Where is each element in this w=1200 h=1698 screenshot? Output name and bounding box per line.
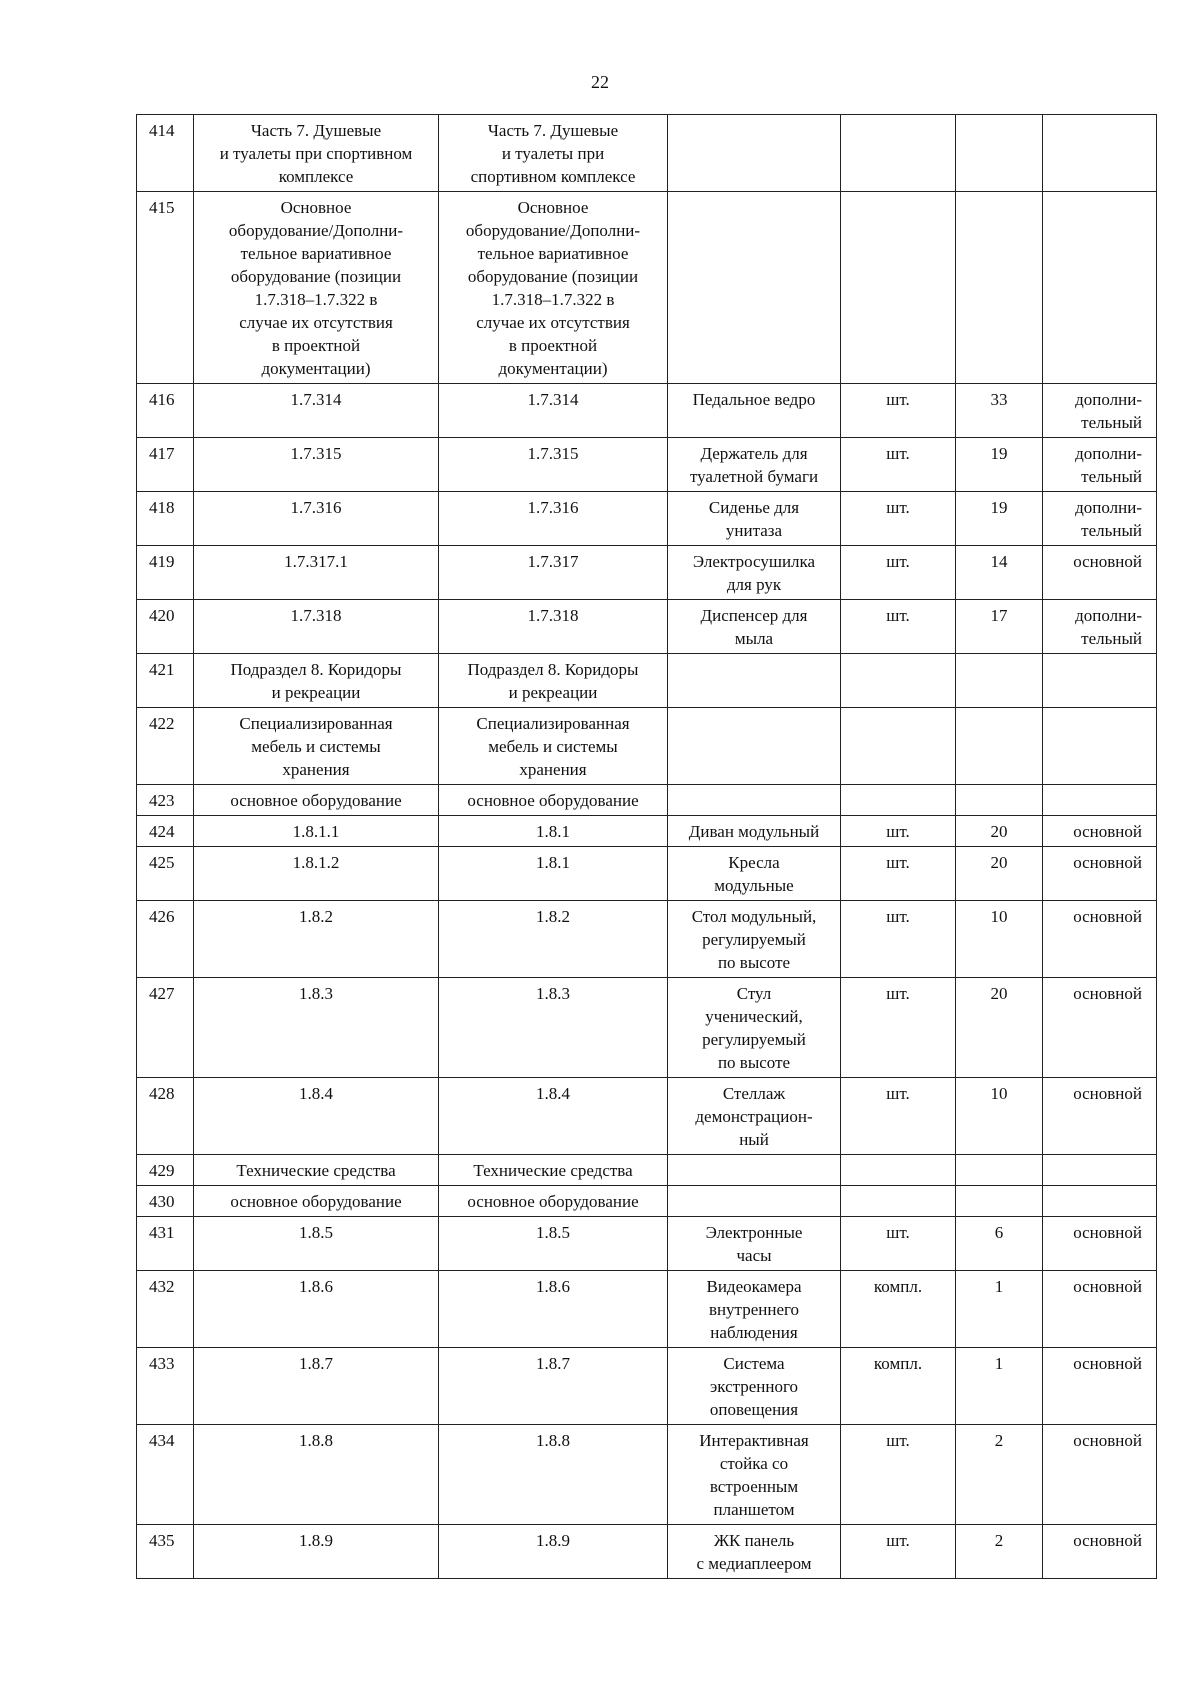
quantity-cell: 20 (956, 847, 1043, 901)
quantity-cell: 20 (956, 978, 1043, 1078)
quantity-cell (956, 1155, 1043, 1186)
equipment-type-cell: основной (1043, 816, 1157, 847)
quantity-cell (956, 192, 1043, 384)
row-number: 425 (137, 847, 194, 901)
item-name-cell: Кресла модульные (668, 847, 841, 901)
table-row (137, 384, 1157, 438)
row-number: 416 (137, 384, 194, 438)
equipment-type-cell: основной (1043, 546, 1157, 600)
item-name-cell (668, 115, 841, 192)
position-code-cell: 1.7.315 (194, 438, 439, 492)
position-code-cell: 1.8.1.1 (194, 816, 439, 847)
position-code-cell: Технические средства (194, 1155, 439, 1186)
table-row (137, 600, 1157, 654)
unit-cell: шт. (841, 978, 956, 1078)
equipment-type-cell (1043, 192, 1157, 384)
row-number: 427 (137, 978, 194, 1078)
item-name-cell: Электросушилка для рук (668, 546, 841, 600)
unit-cell: шт. (841, 847, 956, 901)
equipment-table (136, 114, 1157, 1579)
unit-cell (841, 192, 956, 384)
equipment-type-cell: основной (1043, 847, 1157, 901)
item-name-cell: Держатель для туалетной бумаги (668, 438, 841, 492)
row-number: 417 (137, 438, 194, 492)
base-position-cell: 1.7.316 (439, 492, 668, 546)
base-position-cell: Часть 7. Душевые и туалеты при спортивном комплексе (439, 115, 668, 192)
equipment-type-cell (1043, 708, 1157, 785)
row-number: 430 (137, 1186, 194, 1217)
unit-cell: шт. (841, 384, 956, 438)
position-code-cell: 1.8.5 (194, 1217, 439, 1271)
row-number: 419 (137, 546, 194, 600)
unit-cell: шт. (841, 546, 956, 600)
table-row (137, 1155, 1157, 1186)
equipment-type-cell: дополни- тельный (1043, 492, 1157, 546)
item-name-cell: Сиденье для унитаза (668, 492, 841, 546)
equipment-type-cell: основной (1043, 1217, 1157, 1271)
position-code-cell: 1.8.6 (194, 1271, 439, 1348)
quantity-cell: 2 (956, 1425, 1043, 1525)
position-code-cell: 1.8.9 (194, 1525, 439, 1579)
position-code-cell: 1.7.317.1 (194, 546, 439, 600)
row-number: 420 (137, 600, 194, 654)
page-number: 22 (591, 72, 609, 92)
equipment-type-cell: дополни- тельный (1043, 384, 1157, 438)
equipment-type-cell: основной (1043, 901, 1157, 978)
quantity-cell: 17 (956, 600, 1043, 654)
row-number: 432 (137, 1271, 194, 1348)
base-position-cell: 1.8.4 (439, 1078, 668, 1155)
equipment-type-cell: основной (1043, 1348, 1157, 1425)
unit-cell: шт. (841, 438, 956, 492)
row-number: 415 (137, 192, 194, 384)
base-position-cell: основное оборудование (439, 1186, 668, 1217)
position-code-cell: 1.8.3 (194, 978, 439, 1078)
unit-cell (841, 115, 956, 192)
row-number: 424 (137, 816, 194, 847)
table-row (137, 1348, 1157, 1425)
item-name-cell: ЖК панель с медиаплеером (668, 1525, 841, 1579)
base-position-cell: основное оборудование (439, 785, 668, 816)
equipment-type-cell (1043, 654, 1157, 708)
equipment-type-cell: основной (1043, 978, 1157, 1078)
unit-cell: шт. (841, 816, 956, 847)
base-position-cell: Специализированная мебель и системы хранения (439, 708, 668, 785)
item-name-cell: Стол модульный, регулируемый по высоте (668, 901, 841, 978)
table-row (137, 708, 1157, 785)
equipment-type-cell (1043, 1186, 1157, 1217)
equipment-type-cell (1043, 1155, 1157, 1186)
equipment-type-cell: основной (1043, 1425, 1157, 1525)
position-code-cell: основное оборудование (194, 1186, 439, 1217)
item-name-cell: Педальное ведро (668, 384, 841, 438)
table-row (137, 438, 1157, 492)
table-row (137, 785, 1157, 816)
item-name-cell: Стеллаж демонстрацион- ный (668, 1078, 841, 1155)
quantity-cell: 20 (956, 816, 1043, 847)
unit-cell: компл. (841, 1271, 956, 1348)
item-name-cell: Диспенсер для мыла (668, 600, 841, 654)
unit-cell (841, 1155, 956, 1186)
table-row (137, 654, 1157, 708)
table-row (137, 1525, 1157, 1579)
position-code-cell: Основное оборудование/Дополни- тельное вариативное оборудование (позиции 1.7.318–1.7.322 в случае их отсутствия в проектной документации) (194, 192, 439, 384)
quantity-cell (956, 654, 1043, 708)
row-number: 421 (137, 654, 194, 708)
row-number: 423 (137, 785, 194, 816)
base-position-cell: 1.8.6 (439, 1271, 668, 1348)
quantity-cell (956, 708, 1043, 785)
table-row (137, 1217, 1157, 1271)
base-position-cell: 1.7.318 (439, 600, 668, 654)
item-name-cell (668, 654, 841, 708)
position-code-cell: 1.8.7 (194, 1348, 439, 1425)
position-code-cell: 1.8.8 (194, 1425, 439, 1525)
unit-cell: шт. (841, 901, 956, 978)
position-code-cell: 1.7.318 (194, 600, 439, 654)
item-name-cell: Диван модульный (668, 816, 841, 847)
quantity-cell: 2 (956, 1525, 1043, 1579)
table-row (137, 847, 1157, 901)
item-name-cell (668, 785, 841, 816)
unit-cell: шт. (841, 600, 956, 654)
equipment-type-cell: основной (1043, 1271, 1157, 1348)
item-name-cell: Стул ученический, регулируемый по высоте (668, 978, 841, 1078)
base-position-cell: 1.7.314 (439, 384, 668, 438)
equipment-type-cell: основной (1043, 1525, 1157, 1579)
quantity-cell (956, 785, 1043, 816)
position-code-cell: Часть 7. Душевые и туалеты при спортивном комплексе (194, 115, 439, 192)
item-name-cell: Система экстренного оповещения (668, 1348, 841, 1425)
unit-cell (841, 1186, 956, 1217)
table-row (137, 492, 1157, 546)
position-code-cell: 1.7.314 (194, 384, 439, 438)
unit-cell: компл. (841, 1348, 956, 1425)
quantity-cell: 19 (956, 492, 1043, 546)
quantity-cell (956, 115, 1043, 192)
item-name-cell (668, 1155, 841, 1186)
table-row (137, 1271, 1157, 1348)
base-position-cell: 1.8.3 (439, 978, 668, 1078)
table-row (137, 192, 1157, 384)
unit-cell: шт. (841, 1217, 956, 1271)
position-code-cell: Подраздел 8. Коридоры и рекреации (194, 654, 439, 708)
item-name-cell: Видеокамера внутреннего наблюдения (668, 1271, 841, 1348)
position-code-cell: основное оборудование (194, 785, 439, 816)
equipment-table-body (137, 115, 1157, 1579)
base-position-cell: 1.8.7 (439, 1348, 668, 1425)
item-name-cell: Интерактивная стойка со встроенным планшетом (668, 1425, 841, 1525)
position-code-cell: 1.7.316 (194, 492, 439, 546)
quantity-cell: 19 (956, 438, 1043, 492)
item-name-cell (668, 1186, 841, 1217)
position-code-cell: 1.8.1.2 (194, 847, 439, 901)
row-number: 431 (137, 1217, 194, 1271)
table-row (137, 1186, 1157, 1217)
row-number: 429 (137, 1155, 194, 1186)
base-position-cell: Технические средства (439, 1155, 668, 1186)
row-number: 434 (137, 1425, 194, 1525)
table-row (137, 1425, 1157, 1525)
base-position-cell: 1.8.1 (439, 816, 668, 847)
base-position-cell: 1.7.315 (439, 438, 668, 492)
quantity-cell: 1 (956, 1271, 1043, 1348)
unit-cell: шт. (841, 1425, 956, 1525)
base-position-cell: Подраздел 8. Коридоры и рекреации (439, 654, 668, 708)
row-number: 435 (137, 1525, 194, 1579)
item-name-cell (668, 708, 841, 785)
quantity-cell: 33 (956, 384, 1043, 438)
base-position-cell: 1.8.2 (439, 901, 668, 978)
equipment-type-cell: основной (1043, 1078, 1157, 1155)
row-number: 428 (137, 1078, 194, 1155)
quantity-cell: 14 (956, 546, 1043, 600)
equipment-type-cell: дополни- тельный (1043, 600, 1157, 654)
quantity-cell: 1 (956, 1348, 1043, 1425)
row-number: 433 (137, 1348, 194, 1425)
position-code-cell: 1.8.2 (194, 901, 439, 978)
base-position-cell: Основное оборудование/Дополни- тельное вариативное оборудование (позиции 1.7.318–1.7.322 в случае их отсутствия в проектной документации) (439, 192, 668, 384)
equipment-type-cell: дополни- тельный (1043, 438, 1157, 492)
quantity-cell: 10 (956, 901, 1043, 978)
row-number: 414 (137, 115, 194, 192)
quantity-cell: 10 (956, 1078, 1043, 1155)
table-row (137, 1078, 1157, 1155)
position-code-cell: Специализированная мебель и системы хранения (194, 708, 439, 785)
table-row (137, 978, 1157, 1078)
table-row (137, 546, 1157, 600)
equipment-type-cell (1043, 785, 1157, 816)
table-row (137, 115, 1157, 192)
unit-cell (841, 654, 956, 708)
base-position-cell: 1.7.317 (439, 546, 668, 600)
row-number: 422 (137, 708, 194, 785)
table-row (137, 901, 1157, 978)
item-name-cell: Электронные часы (668, 1217, 841, 1271)
table-row (137, 816, 1157, 847)
equipment-type-cell (1043, 115, 1157, 192)
unit-cell (841, 708, 956, 785)
base-position-cell: 1.8.1 (439, 847, 668, 901)
row-number: 418 (137, 492, 194, 546)
base-position-cell: 1.8.9 (439, 1525, 668, 1579)
row-number: 426 (137, 901, 194, 978)
quantity-cell: 6 (956, 1217, 1043, 1271)
base-position-cell: 1.8.8 (439, 1425, 668, 1525)
base-position-cell: 1.8.5 (439, 1217, 668, 1271)
item-name-cell (668, 192, 841, 384)
quantity-cell (956, 1186, 1043, 1217)
unit-cell: шт. (841, 1078, 956, 1155)
unit-cell: шт. (841, 1525, 956, 1579)
unit-cell (841, 785, 956, 816)
position-code-cell: 1.8.4 (194, 1078, 439, 1155)
unit-cell: шт. (841, 492, 956, 546)
